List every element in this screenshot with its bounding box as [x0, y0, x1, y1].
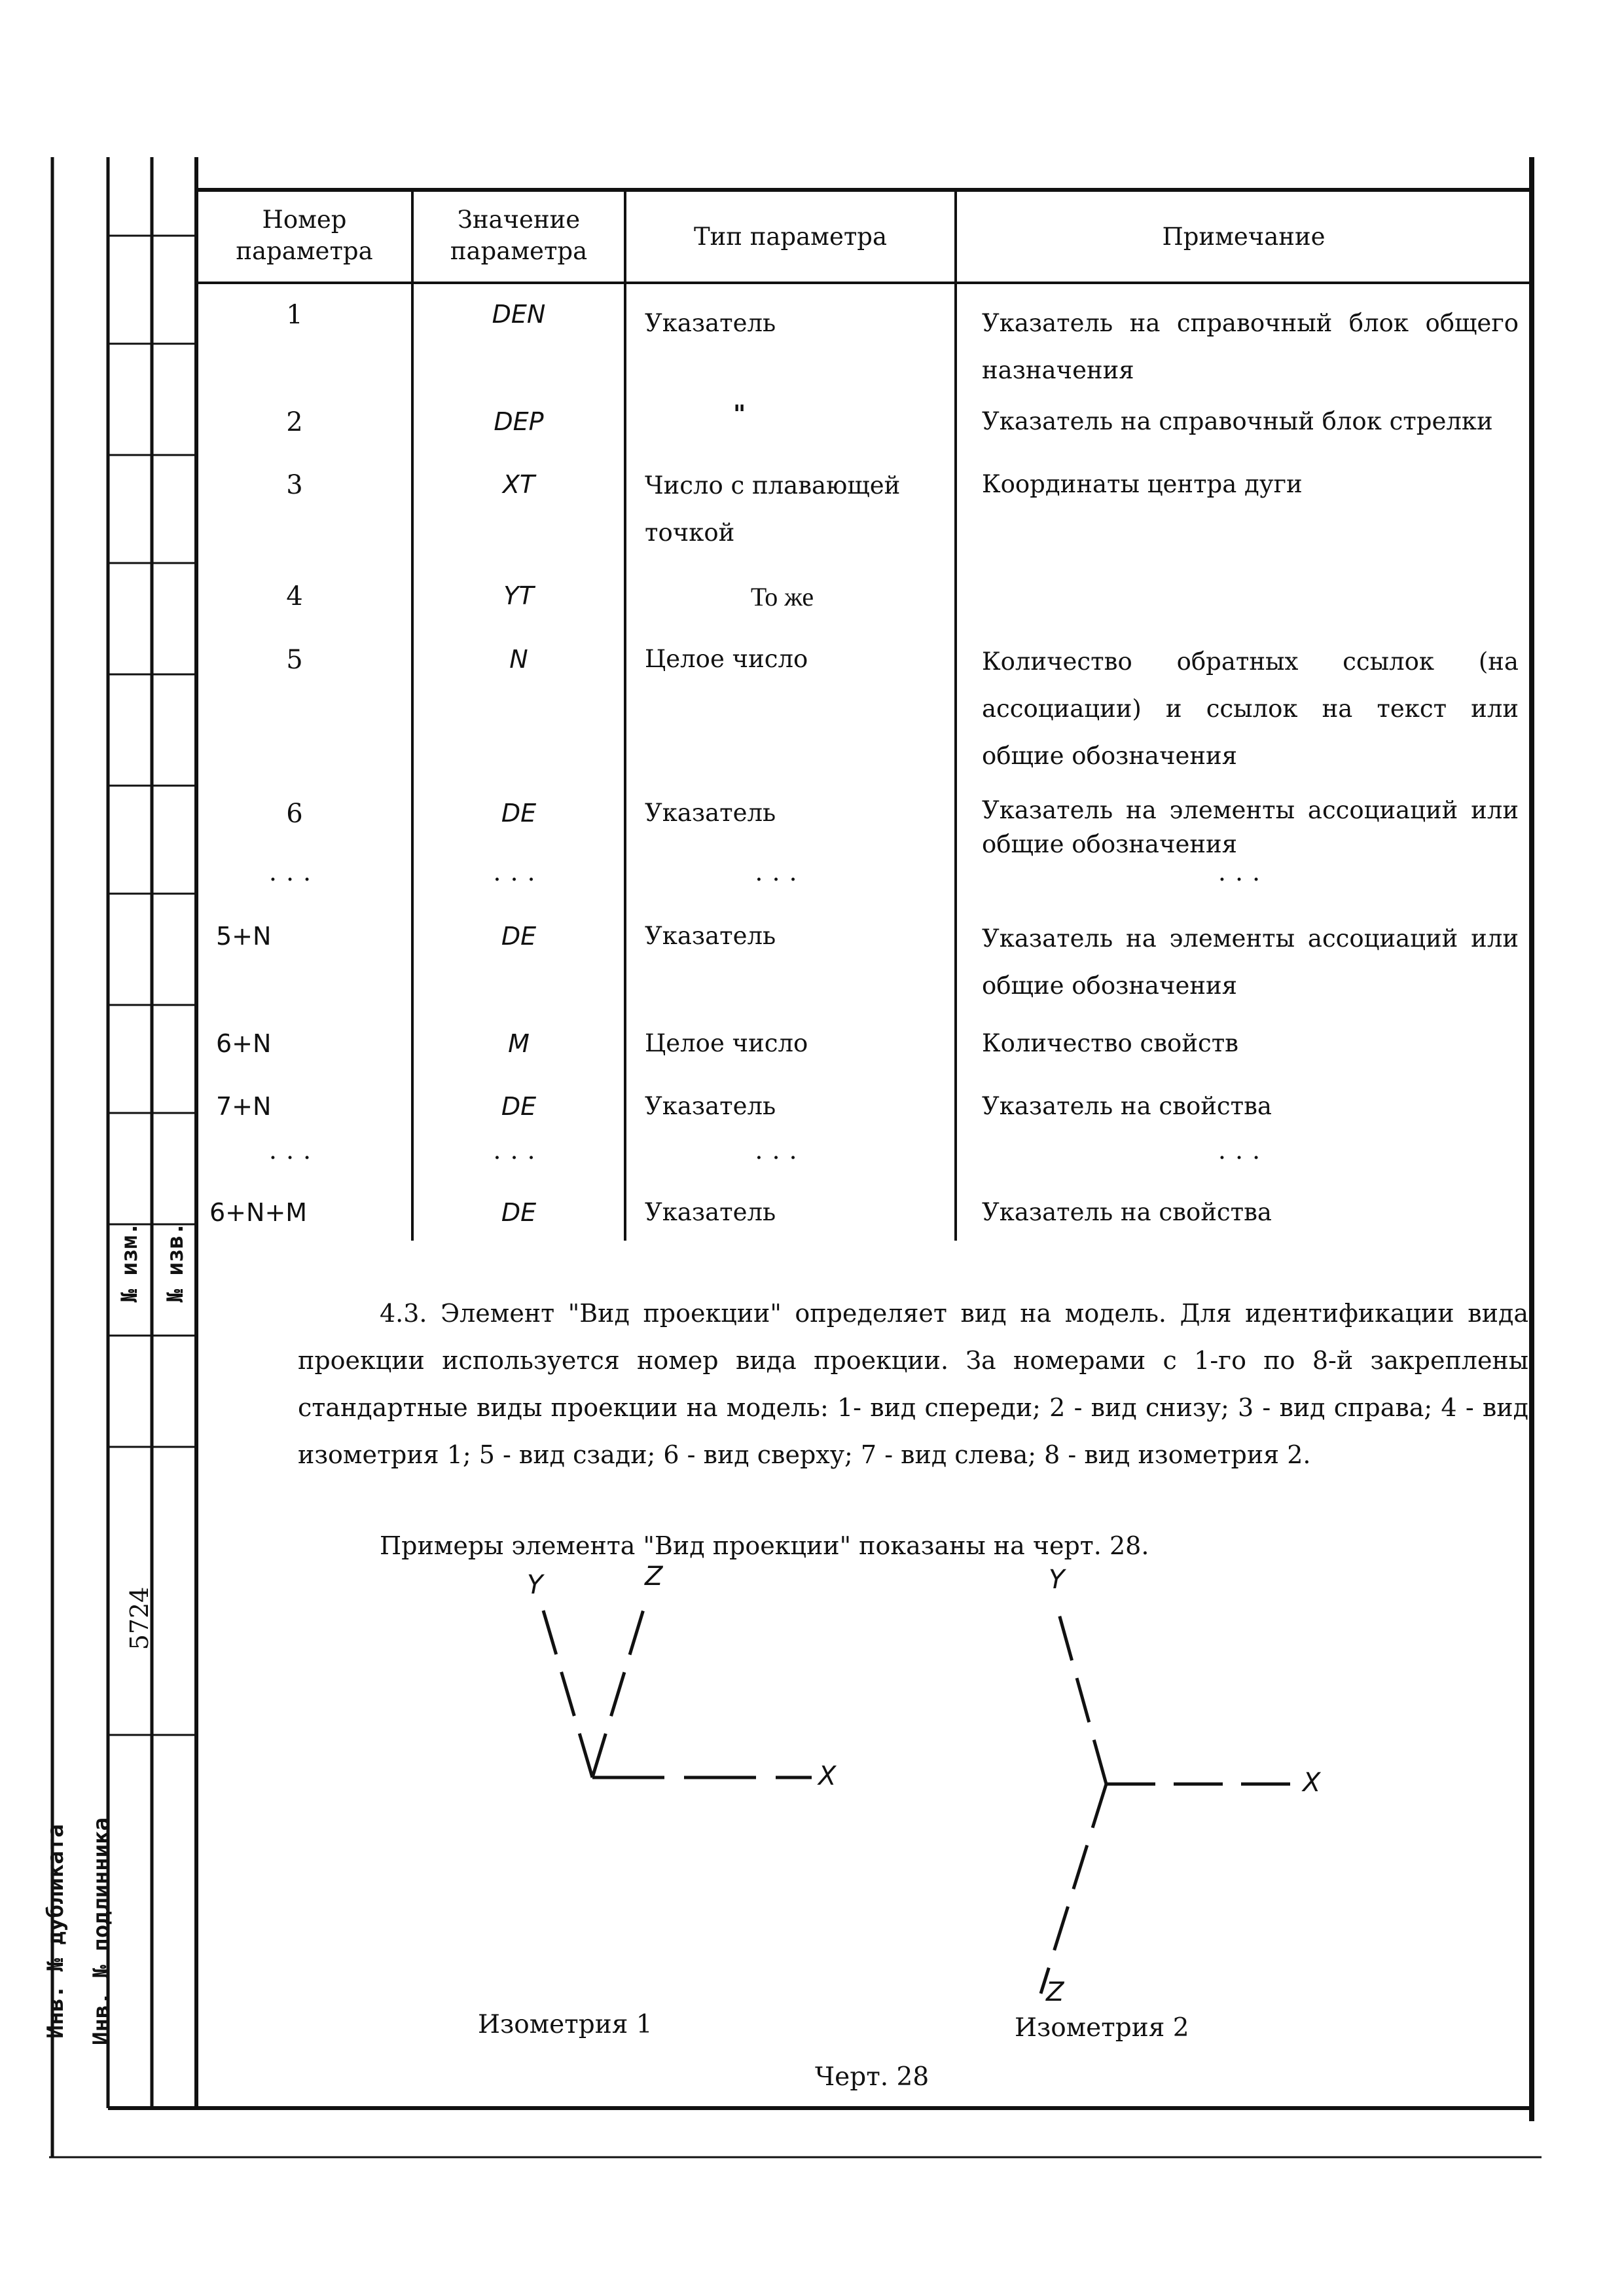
- ellipsis-note-1: ...: [1218, 858, 1270, 886]
- row-3-type: Число с плавающей точкой: [645, 471, 901, 547]
- row-4-value: YT: [503, 581, 534, 610]
- caption-isometry-1: Изометрия 1: [478, 2010, 653, 2039]
- ellipsis-value-2: ...: [493, 1136, 545, 1165]
- row-2-value: DEP: [494, 407, 544, 436]
- row-3-number: 3: [286, 470, 303, 500]
- iso1-x-label: X: [818, 1761, 837, 1791]
- row-6-type: Указатель: [645, 799, 776, 827]
- examples-paragraph: Примеры элемента "Вид проекции" показаны на черт. 28.: [380, 1531, 1149, 1560]
- iso1-y-axis: [543, 1611, 592, 1777]
- row-7n-number: 7+N: [216, 1092, 272, 1121]
- ellipsis-number-1: ...: [268, 858, 321, 886]
- row-5n-type: Указатель: [645, 922, 776, 950]
- ellipsis-type-2: ...: [755, 1136, 806, 1165]
- figure-title: Черт. 28: [815, 2062, 929, 2092]
- row-7n-type: Указатель: [645, 1092, 776, 1120]
- row-2-note: Указатель на справочный блок стрелки: [982, 407, 1493, 435]
- row-6nm-value: DE: [501, 1198, 537, 1227]
- row-1-value: DEN: [492, 300, 546, 329]
- row-2-type-ditto: ": [733, 399, 746, 428]
- row-6nm-number: 6+N+M: [209, 1198, 308, 1227]
- row-6nm-type: Указатель: [645, 1198, 776, 1226]
- header-param-number: Номер параметра: [236, 206, 373, 265]
- row-6-note: Указатель на элементы ассоциаций или общие обозначения: [982, 796, 1519, 858]
- row-6n-note: Количество свойств: [982, 1029, 1239, 1057]
- revision-change-label: № изм.: [117, 1222, 143, 1303]
- iso1-z-label: Z: [645, 1561, 663, 1592]
- row-3-note: Координаты центра дуги: [982, 470, 1303, 498]
- row-7n-note: Указатель на свойства: [982, 1092, 1272, 1120]
- header-param-value: Значение параметра: [450, 206, 588, 265]
- row-5n-number: 5+N: [216, 922, 272, 951]
- row-1-type: Указатель: [645, 309, 776, 337]
- ellipsis-note-2: ...: [1218, 1136, 1270, 1165]
- row-5-value: N: [509, 645, 528, 674]
- iso2-y-label: Y: [1049, 1565, 1065, 1595]
- iso2-z-label: Z: [1046, 1977, 1064, 2007]
- ellipsis-number-2: ...: [268, 1136, 321, 1165]
- header-note: Примечание: [1162, 223, 1326, 251]
- row-4-type: То же: [750, 582, 814, 611]
- ellipsis-value-1: ...: [493, 858, 545, 886]
- iso2-z-axis: [1041, 1784, 1106, 1994]
- row-5-note: Количество обратных ссылок (на ассоциации) и ссылок на текст или общие обозначения: [982, 647, 1519, 770]
- row-6n-value: M: [508, 1029, 530, 1058]
- row-6-value: DE: [501, 799, 537, 828]
- iso2-y-axis: [1057, 1607, 1106, 1784]
- row-3-value: XT: [502, 470, 535, 499]
- row-1-number: 1: [286, 300, 303, 330]
- caption-isometry-2: Изометрия 2: [1015, 2013, 1189, 2043]
- ellipsis-type-1: ...: [755, 858, 806, 886]
- header-param-type: Тип параметра: [693, 223, 888, 251]
- row-7n-value: DE: [501, 1092, 537, 1121]
- row-2-number: 2: [286, 407, 303, 437]
- row-6n-number: 6+N: [216, 1029, 272, 1058]
- row-6n-type: Целое число: [645, 1029, 808, 1057]
- row-5-number: 5: [286, 645, 303, 675]
- inventory-duplicate-label: Инв. № дубликата: [43, 1824, 69, 2039]
- row-1-note: Указатель на справочный блок общего назначения: [982, 309, 1519, 384]
- inventory-original-label: Инв. № подлинника: [88, 1817, 115, 2045]
- document-code: 5724: [125, 1586, 154, 1650]
- row-6nm-note: Указатель на свойства: [982, 1198, 1272, 1226]
- row-6-number: 6: [286, 799, 303, 829]
- iso2-x-label: X: [1303, 1768, 1321, 1798]
- row-5n-value: DE: [501, 922, 537, 951]
- row-5n-note: Указатель на элементы ассоциаций или общие обозначения: [982, 924, 1519, 1000]
- row-5-type: Целое число: [645, 645, 808, 673]
- row-4-number: 4: [286, 581, 303, 611]
- section-4-3-paragraph: 4.3. Элемент "Вид проекции" определяет вид на модель. Для идентификации вида проекции используется номер вида проекции. За номерами с 1-го по 8-й закреплены стандартные виды проекции на модель: 1- вид спереди; 2 - вид снизу; 3 - вид справа; 4 - вид изометрия 1; 5 - вид сзади; 6 - вид сверху; 7 - вид слева; 8 - вид изометрия 2.: [298, 1299, 1528, 1469]
- iso1-y-label: Y: [527, 1570, 543, 1600]
- revision-notice-label: № изв.: [162, 1222, 189, 1303]
- iso1-z-axis: [592, 1605, 645, 1777]
